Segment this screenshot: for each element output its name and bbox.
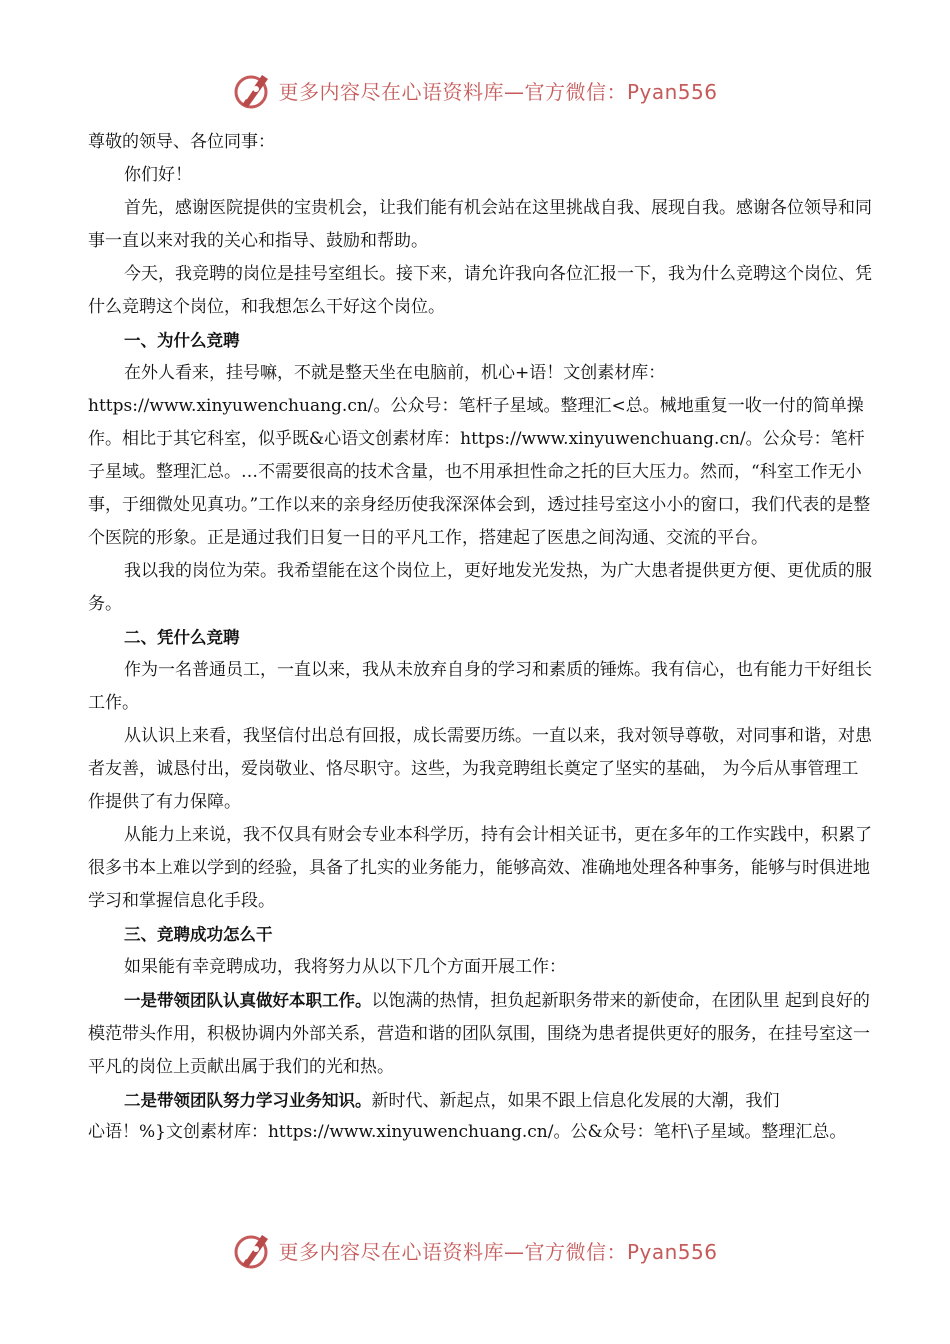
paragraph: 从能力上来说，我不仅具有财会专业本科学历，持有会计相关证书，更在多年的工作实践中，积累了很多书本上难以学到的经验，具备了扎实的业务能力，能够高效、准确地处理各种事务，能够与时俱进地学习和掌握信息化手段。 bbox=[88, 825, 872, 911]
paragraph: 如果能有幸竞聘成功，我将努力从以下几个方面开展工作： bbox=[124, 957, 566, 977]
greeting: 你们好！ bbox=[124, 165, 192, 185]
paragraph: 今天，我竞聘的岗位是挂号室组长。接下来，请允许我向各位汇报一下，我为什么竞聘这个岗位、凭什么竞聘这个岗位，和我想怎么干好这个岗位。 bbox=[88, 264, 872, 317]
paragraph: 从认识上来看，我坚信付出总有回报，成长需要历练。一直以来，我对领导尊敬，对同事和谐，对患者友善，诚恳付出，爱岗敬业、恪尽职守。这些，为我竞聘组长奠定了坚实的基础， 为今后从事管理工作提供了有力保障。 bbox=[88, 726, 872, 812]
pen-nib-logo-icon bbox=[232, 69, 274, 111]
paragraph-rest: 新时代、新起点，如果不跟上信息化发展的大潮，我们 bbox=[371, 1091, 780, 1111]
section-heading: 三、竞聘成功怎么干 bbox=[124, 925, 273, 944]
banner-text: 更多内容尽在心语资料库—官方微信：Pyan556 bbox=[278, 1239, 718, 1264]
paragraph: 作为一名普通员工，一直以来，我从未放弃自身的学习和素质的锤炼。我有信心，也有能力干好组长工作。 bbox=[88, 660, 872, 713]
pen-nib-logo-icon bbox=[232, 1229, 274, 1271]
salutation: 尊敬的领导、各位同事： bbox=[88, 132, 275, 152]
watermark-line: 心语！%}文创素材库：https://www.xinyuwenchuang.cn/。公&众号：笔杆\子星域。整理汇总。 bbox=[88, 1122, 847, 1142]
paragraph bbox=[88, 984, 874, 1084]
footer-banner bbox=[0, 1226, 950, 1274]
section-heading: 一、为什么竞聘 bbox=[124, 331, 240, 350]
header-banner bbox=[0, 66, 950, 114]
paragraph-lead: 一是带领团队认真做好本职工作。 bbox=[124, 991, 372, 1010]
paragraph bbox=[88, 1084, 874, 1118]
banner-text: 更多内容尽在心语资料库—官方微信：Pyan556 bbox=[278, 79, 718, 104]
paragraph-rest: 以饱满的热情，担负起新职务带来的新使命，在团队里 起到良好的模范带头作用，积极协调内外部关系，营造和谐的团队氛围，围绕为患者提供更好的服务，在挂号室这一平凡的岗位上贡献出属于我们的光和热。 bbox=[88, 991, 870, 1077]
paragraph-lead: 二是带领团队努力学习业务知识。 bbox=[124, 1091, 372, 1110]
section-heading: 二、凭什么竞聘 bbox=[124, 628, 240, 647]
paragraph: 我以我的岗位为荣。我希望能在这个岗位上，更好地发光发热，为广大患者提供更方便、更优质的服务。 bbox=[88, 561, 872, 614]
paragraph: 首先，感谢医院提供的宝贵机会，让我们能有机会站在这里挑战自我、展现自我。感谢各位领导和同事一直以来对我的关心和指导、鼓励和帮助。 bbox=[88, 198, 872, 251]
paragraph: 在外人看来，挂号嘛，不就是整天坐在电脑前，机心+语！文创素材库：https://www.xinyuwenchuang.cn/。公众号：笔杆子星域。整理汇<总。械地重复一收一付的简单操作。相比于其它科室，似乎既&心语文创素材库：https://www.xinyuwenchuang.cn/。公众号：笔杆子星域。整理汇总。…不需要很高的技术含量，也不用承担性命之托的巨大压力。然而，“科室工作无小事，于细微处见真功。”工作以来的亲身经历使我深深体会到，透过挂号室这小小的窗口，我们代表的是整个医院的形象。正是通过我们日复一日的平凡工作，搭建起了医患之间沟通、交流的平台。 bbox=[88, 363, 871, 548]
document-body bbox=[88, 126, 874, 1146]
